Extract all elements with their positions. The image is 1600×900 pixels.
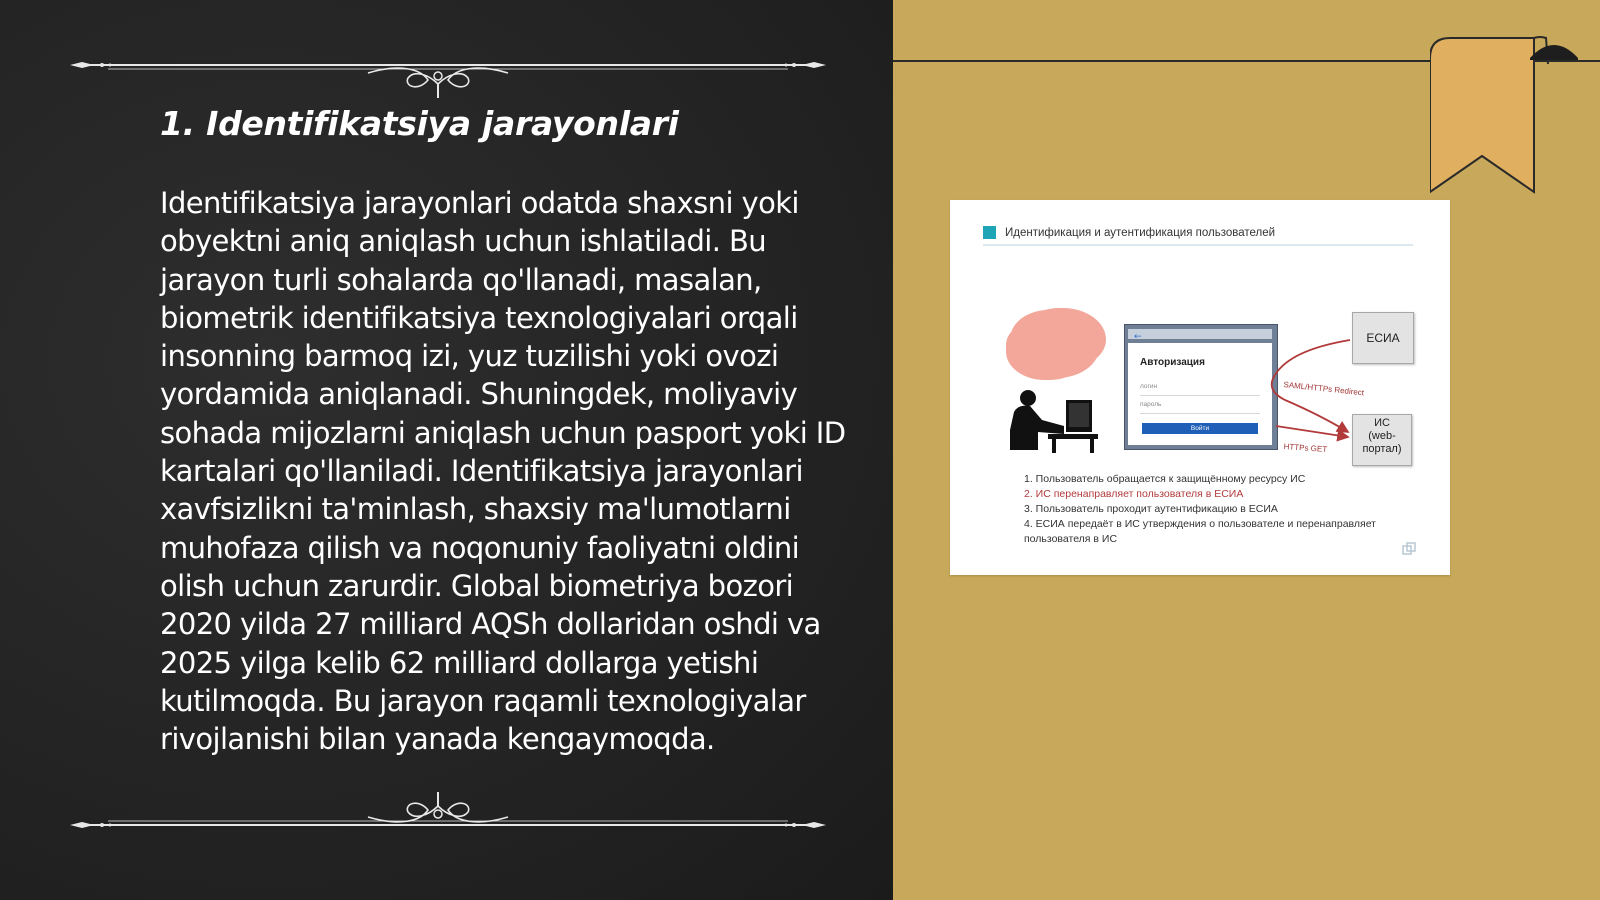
password-field: пароль bbox=[1140, 401, 1260, 414]
is-web-portal-box: ИС (web- портал) bbox=[1352, 414, 1412, 466]
step-item: 3. Пользователь проходит аутентификацию в ЕСИА bbox=[1024, 503, 1278, 515]
auth-title: Авторизация bbox=[1140, 357, 1205, 368]
step-item: 4. ЕСИА передаёт в ИС утверждения о пользователе и перенаправляет пользователя в ИС bbox=[1024, 518, 1376, 545]
login-field: логин bbox=[1140, 383, 1260, 396]
diagram-figure bbox=[950, 200, 1450, 575]
slide-body-text: Identifikatsiya jarayonlari odatda shaxsni yoki obyektni aniq aniqlash uchun ishlatiladi. Bu jarayon turli sohalarda qo'llanadi, masalan, biometrik identifikatsiya texnologiyalari orqali insonning barmoq izi, yuz tuzilishi yoki ovozi yordamida aniqlanadi. Shuningdek, moliyaviy sohada mijozlarni aniqlash uchun pasport yoki ID kartalari qo'llaniladi. Identifikatsiya jarayonlari xavfsizlikni ta'minlash, shaxsiy ma'lumotlarni muhofaza qilish va noqonuniy faoliyatni oldini olish uchun zarurdir. Global biometriya bozori 2020 yilda 27 milliard AQSh dollaridan oshdi va 2025 yilga kelib 62 milliard dollarga yetishi kutilmoqda. Bu jarayon raqamli texnologiyalar rivojlanishi bilan yanada kengaymoqda. bbox=[160, 186, 846, 757]
bookmark-ribbon-icon bbox=[1430, 34, 1600, 199]
logo-icon bbox=[1402, 542, 1416, 556]
ornament-bottom-divider-icon bbox=[68, 780, 828, 840]
steps-list bbox=[1024, 472, 1424, 547]
slide-title: 1. Identifikatsiya jarayonlari bbox=[160, 104, 679, 143]
saml-redirect-label: SAML/HTTPs Redirect bbox=[1283, 380, 1365, 398]
ornament-top-divider-icon bbox=[68, 40, 828, 100]
https-get-label: HTTPs GET bbox=[1283, 442, 1328, 455]
login-button: Войти bbox=[1142, 423, 1258, 434]
step-item: 1. Пользователь обращается к защищённому ресурсу ИС bbox=[1024, 473, 1306, 485]
figure-title: Идентификация и аутентификация пользователей bbox=[1005, 227, 1276, 239]
esia-box: ЕСИА bbox=[1352, 312, 1414, 364]
back-arrow-icon: ← bbox=[1134, 332, 1142, 342]
step-item: 2. ИС перенаправляет пользователя в ЕСИА bbox=[1024, 488, 1244, 500]
